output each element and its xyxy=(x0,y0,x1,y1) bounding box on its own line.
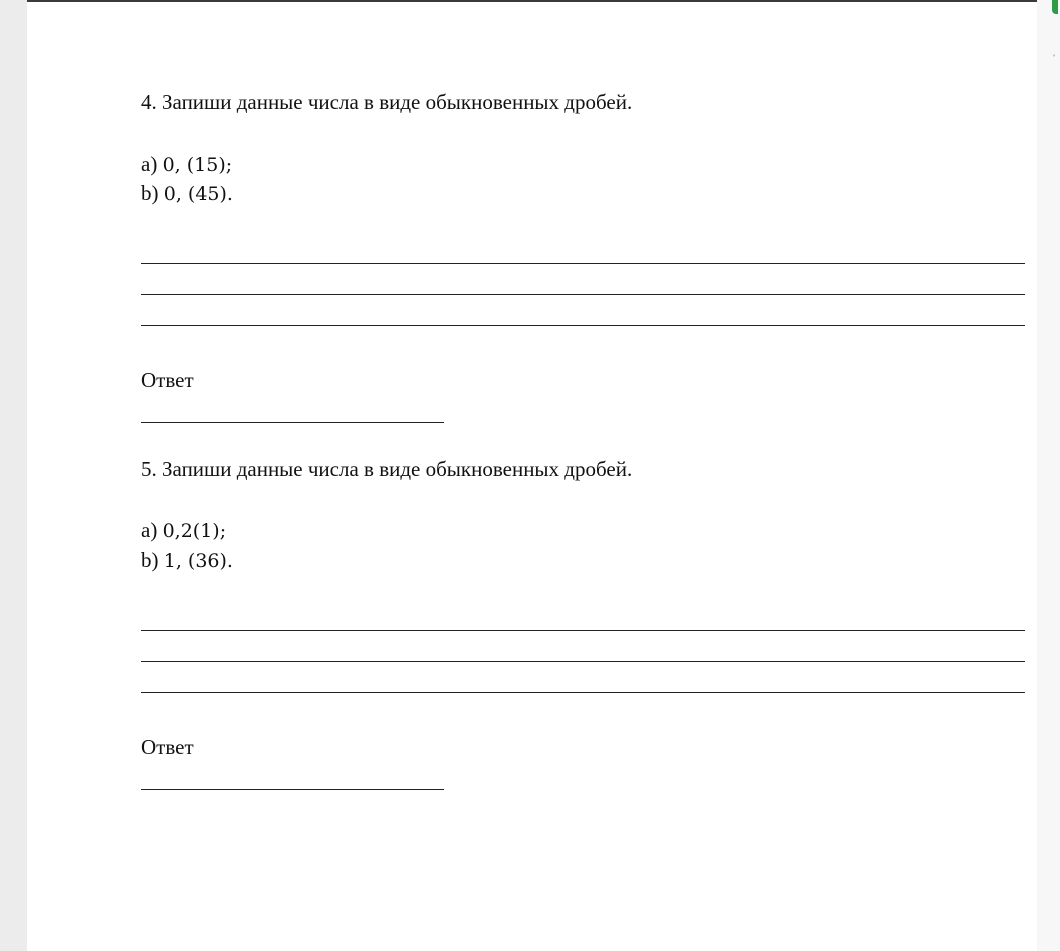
task-4-answer-label: Ответ xyxy=(141,368,194,392)
chevron-down-icon[interactable]: ˅ xyxy=(1052,54,1056,63)
item-expression: 1, (36). xyxy=(163,550,233,572)
item-label: b) xyxy=(141,181,159,205)
item-expression: 0,2(1); xyxy=(162,520,227,542)
answer-line xyxy=(141,692,1025,693)
answer-field-line xyxy=(141,422,444,423)
answer-field-line xyxy=(141,789,444,790)
answer-line xyxy=(141,661,1025,662)
answer-line xyxy=(141,263,1025,264)
task-5-item-a xyxy=(141,518,226,543)
item-expression: 0, (15); xyxy=(162,154,233,176)
task-4-item-a xyxy=(141,152,232,177)
item-label: a) xyxy=(141,518,158,542)
answer-line xyxy=(141,630,1025,631)
item-label: a) xyxy=(141,152,158,176)
task-4-title: 4. Запиши данные числа в виде обыкновенных дробей. xyxy=(141,90,633,114)
bookmark-icon xyxy=(1052,0,1058,14)
task-5-item-b xyxy=(141,548,233,573)
scrollbar-track[interactable] xyxy=(1037,0,1060,951)
task-5-answer-label: Ответ xyxy=(141,735,194,759)
item-expression: 0, (45). xyxy=(163,183,233,205)
task-4-item-b xyxy=(141,181,233,206)
answer-line xyxy=(141,325,1025,326)
task-5-title: 5. Запиши данные числа в виде обыкновенных дробей. xyxy=(141,457,633,481)
item-label: b) xyxy=(141,548,159,572)
answer-line xyxy=(141,294,1025,295)
